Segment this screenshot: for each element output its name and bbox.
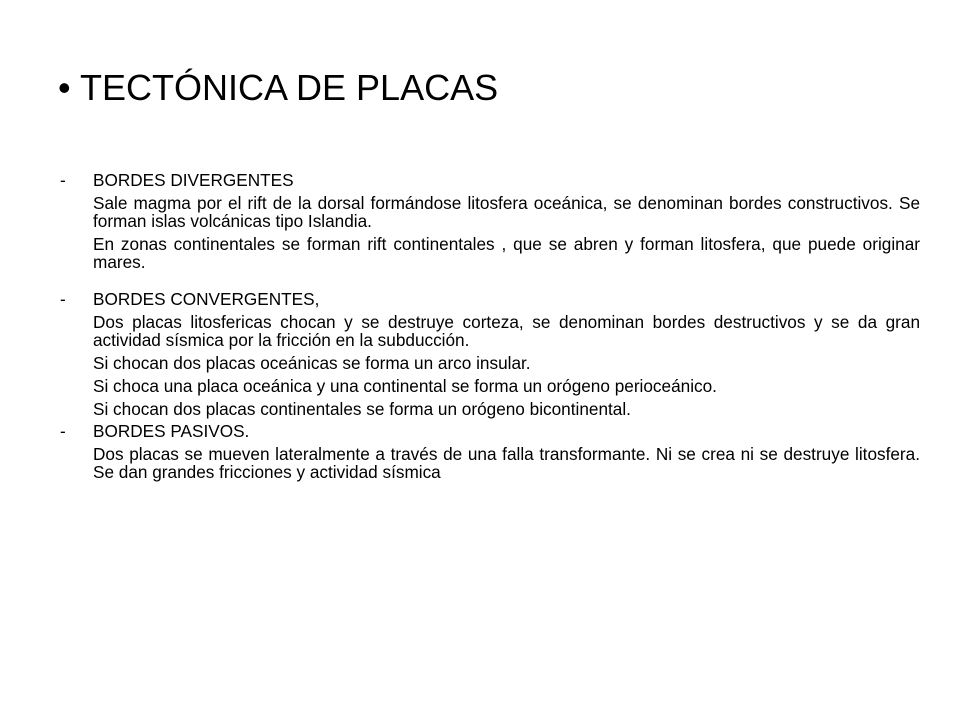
- section-convergent: [60, 289, 920, 418]
- title-bullet: •: [58, 67, 71, 108]
- paragraph: Si chocan dos placas continentales se forma un orógeno bicontinental.: [93, 399, 631, 419]
- section-heading: [60, 421, 920, 441]
- heading-text: BORDES DIVERGENTES: [93, 170, 294, 190]
- section-divergent: [60, 170, 920, 271]
- heading-text: BORDES CONVERGENTES,: [93, 289, 320, 309]
- paragraph: Si choca una placa oceánica y una continental se forma un orógeno perioceánico.: [93, 376, 717, 396]
- paragraph: En zonas continentales se forman rift continentales , que se abren y forman litosfera, que puede originar mares.: [93, 234, 920, 272]
- paragraph: Sale magma por el rift de la dorsal formándose litosfera oceánica, se denominan bordes constructivos. Se forman islas volcánicas tipo Islandia.: [93, 193, 920, 231]
- title-text: TECTÓNICA DE PLACAS: [80, 67, 499, 108]
- paragraph: Dos placas litosfericas chocan y se destruye corteza, se denominan bordes destructivos y se da gran actividad sísmica por la fricción en la subducción.: [93, 312, 920, 350]
- slide-title: [58, 66, 498, 110]
- dash-marker: -: [60, 289, 66, 309]
- slide-body: [60, 170, 920, 486]
- dash-marker: -: [60, 170, 66, 190]
- paragraph: Dos placas se mueven lateralmente a través de una falla transformante. Ni se crea ni se destruye litosfera. Se dan grandes fricciones y actividad sísmica: [93, 444, 920, 482]
- section-heading: [60, 170, 920, 190]
- section-heading: [60, 289, 920, 309]
- paragraph: Si chocan dos placas oceánicas se forma un arco insular.: [93, 353, 531, 373]
- section-passive: [60, 421, 920, 481]
- dash-marker: -: [60, 421, 66, 441]
- heading-text: BORDES PASIVOS.: [93, 421, 250, 441]
